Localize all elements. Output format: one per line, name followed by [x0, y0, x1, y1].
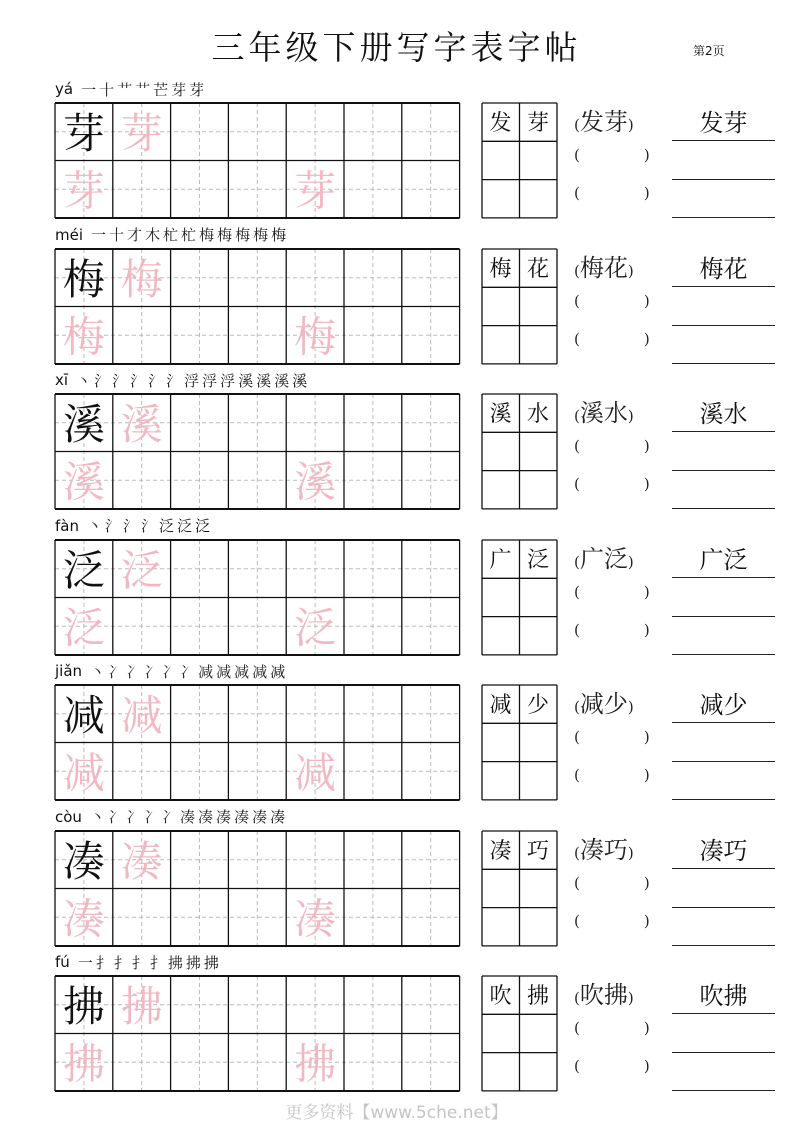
paren-blank[interactable]: ( ) [574, 329, 650, 348]
paren-word: (凑巧) [574, 835, 634, 864]
paren-blank[interactable]: ( ) [574, 766, 650, 784]
tianzige-grid [54, 539, 461, 656]
paren-blank[interactable]: ( ) [574, 873, 650, 892]
trace-char: 泛 [62, 602, 105, 652]
trace-char: 梅 [62, 311, 105, 361]
writing-line[interactable] [672, 508, 775, 509]
pinyin-label: yá [55, 80, 74, 98]
stroke-step: 冫 [125, 808, 141, 826]
practice-row [0, 515, 793, 661]
word-char: 花 [526, 256, 549, 282]
stroke-step: 溪 [292, 371, 308, 390]
stroke-step: 冫 [108, 662, 124, 681]
word-char: 减 [489, 693, 512, 718]
stroke-order-line [55, 951, 222, 973]
page-title: 三年级下册写字表字帖 [211, 28, 582, 67]
paren-blank[interactable]: ( ) [574, 1019, 650, 1037]
trace-char: 溪 [294, 457, 337, 507]
trace-char: 凑 [120, 836, 163, 886]
pinyin-label: còu [55, 807, 82, 826]
paren-blank[interactable]: ( ) [574, 475, 650, 493]
paren-word-text: 广泛 [579, 544, 628, 573]
pinyin-label: fú [55, 953, 70, 971]
trace-char: 减 [120, 690, 163, 740]
word-grid [481, 102, 559, 223]
word-grid [481, 393, 559, 514]
stroke-step: 泛 [159, 517, 175, 535]
stroke-step: 梅 [235, 226, 251, 244]
writing-line[interactable] [672, 325, 775, 326]
paren-word-text: 梅花 [579, 253, 628, 282]
stroke-step: 浮 [184, 371, 200, 390]
stroke-step: 艹 [135, 80, 151, 99]
trace-char: 凑 [294, 893, 337, 943]
stroke-order-line [55, 806, 288, 828]
stroke-order-line [55, 660, 288, 682]
model-char: 梅 [62, 254, 105, 304]
model-char: 减 [62, 690, 105, 740]
paren-word: (溪水) [574, 399, 634, 427]
paren-word: (梅花) [574, 253, 634, 282]
stroke-step: 十 [109, 226, 125, 244]
written-word: 梅花 [672, 250, 775, 287]
paren-word-text: 发芽 [579, 108, 628, 136]
stroke-step: 减 [234, 662, 250, 681]
tianzige-grid [54, 393, 461, 510]
stroke-step: 芒 [153, 80, 169, 99]
trace-char: 梅 [120, 254, 163, 304]
writing-line[interactable] [672, 616, 775, 617]
stroke-step: 氵 [105, 517, 121, 535]
stroke-step: 芽 [189, 80, 205, 99]
paren-word: (广泛) [574, 544, 634, 573]
stroke-step: 冫 [144, 662, 160, 681]
practice-row [0, 951, 793, 1097]
written-word: 发芽 [672, 104, 775, 141]
stroke-step: 浮 [202, 371, 218, 390]
stroke-step: 氵 [148, 371, 164, 390]
paren-word: (吹拂) [574, 981, 634, 1009]
word-char: 泛 [526, 547, 549, 573]
stroke-step: 丶 [76, 371, 92, 390]
stroke-step: 冫 [143, 808, 159, 826]
stroke-step: 扌 [95, 953, 111, 972]
stroke-step: 减 [198, 662, 214, 681]
stroke-step: 氵 [130, 371, 146, 390]
paren-word-text: 凑巧 [579, 835, 628, 864]
writing-line[interactable] [672, 363, 775, 364]
written-word: 吹拂 [672, 977, 775, 1014]
practice-row [0, 78, 793, 224]
writing-line[interactable] [672, 799, 775, 800]
stroke-step: 丶 [90, 662, 106, 681]
stroke-step: 凑 [180, 808, 196, 826]
paren-word: (发芽) [574, 108, 634, 136]
stroke-step: 冫 [162, 808, 178, 826]
trace-char: 芽 [120, 108, 163, 158]
stroke-step: 扌 [113, 953, 129, 972]
trace-char: 溪 [62, 457, 105, 507]
paren-blank[interactable]: ( ) [574, 728, 650, 746]
stroke-step: 拂 [167, 953, 183, 972]
stroke-order-line [55, 369, 310, 391]
written-word: 广泛 [672, 541, 775, 578]
word-char: 拂 [526, 984, 549, 1009]
paren-word: (减少) [574, 690, 634, 718]
stroke-step: 冫 [126, 662, 142, 681]
footer-watermark: 更多资料【www.5che.net】 [285, 1103, 508, 1123]
stroke-step: 减 [252, 662, 268, 681]
stroke-step: 冫 [162, 662, 178, 681]
word-grid [481, 248, 559, 369]
trace-char: 拂 [120, 981, 163, 1031]
pinyin-label: jiǎn [55, 662, 83, 680]
stroke-step: 冫 [180, 662, 196, 681]
word-grid [481, 975, 559, 1096]
writing-line[interactable] [672, 179, 775, 180]
practice-row [0, 806, 793, 952]
stroke-step: 梅 [199, 226, 215, 244]
word-char: 凑 [489, 838, 512, 864]
stroke-step: 一 [91, 226, 107, 244]
trace-char: 芽 [294, 166, 337, 216]
writing-line[interactable] [672, 907, 775, 908]
paren-blank[interactable]: ( ) [574, 911, 650, 930]
stroke-step: 十 [99, 80, 115, 99]
paren-word-text: 吹拂 [579, 981, 628, 1009]
writing-line[interactable] [672, 217, 775, 218]
model-char: 芽 [62, 108, 105, 158]
stroke-step: 杧 [163, 226, 179, 244]
stroke-step: 凑 [234, 808, 250, 826]
word-char: 吹 [489, 984, 512, 1009]
stroke-step: 氵 [94, 371, 110, 390]
paren-blank[interactable]: ( ) [574, 582, 650, 601]
stroke-step: 才 [127, 226, 143, 244]
stroke-step: 凑 [270, 808, 286, 826]
stroke-step: 扌 [131, 953, 147, 972]
practice-row [0, 369, 793, 515]
word-grid [481, 830, 559, 951]
word-grid [481, 539, 559, 660]
trace-char: 溪 [120, 399, 163, 449]
writing-line[interactable] [672, 1052, 775, 1053]
tianzige-grid [54, 248, 461, 365]
word-char: 溪 [489, 402, 512, 427]
word-grid [481, 684, 559, 805]
tianzige-grid [54, 684, 461, 801]
writing-line[interactable] [672, 1090, 775, 1091]
stroke-step: 浮 [220, 371, 236, 390]
trace-char: 梅 [294, 311, 337, 361]
stroke-step: 梅 [253, 226, 269, 244]
writing-line[interactable] [672, 945, 775, 946]
stroke-step: 木 [145, 226, 161, 244]
trace-char: 凑 [62, 893, 105, 943]
model-char: 凑 [62, 836, 105, 886]
stroke-step: 杧 [181, 226, 197, 244]
stroke-step: 一 [81, 80, 97, 99]
word-char: 水 [526, 402, 549, 427]
trace-char: 泛 [294, 602, 337, 652]
writing-line[interactable] [672, 654, 775, 655]
written-word: 溪水 [672, 395, 775, 432]
word-char: 梅 [489, 256, 512, 282]
stroke-step: 减 [270, 662, 286, 681]
model-char: 泛 [62, 545, 105, 595]
stroke-step: 一 [77, 953, 93, 972]
stroke-step: 梅 [217, 226, 233, 244]
practice-row [0, 660, 793, 806]
model-char: 溪 [62, 399, 105, 449]
paren-blank[interactable]: ( ) [574, 1057, 650, 1075]
stroke-step: 溪 [238, 371, 254, 390]
pinyin-label: xī [55, 371, 69, 389]
stroke-order-line [55, 78, 207, 100]
trace-char: 减 [294, 748, 337, 798]
stroke-step: 凑 [252, 808, 268, 826]
stroke-step: 减 [216, 662, 232, 681]
paren-blank[interactable]: ( ) [574, 184, 650, 202]
stroke-step: 泛 [195, 517, 211, 535]
paren-word-text: 减少 [579, 690, 628, 718]
writing-line[interactable] [672, 761, 775, 762]
trace-char: 减 [62, 748, 105, 798]
word-char: 发 [489, 111, 512, 136]
trace-char: 芽 [62, 166, 105, 216]
paren-word-text: 溪水 [579, 399, 628, 427]
word-char: 广 [489, 547, 512, 573]
stroke-step: 氵 [166, 371, 182, 390]
pinyin-label: fàn [55, 516, 79, 535]
stroke-step: 溪 [256, 371, 272, 390]
written-word: 凑巧 [672, 832, 775, 869]
stroke-step: 氵 [112, 371, 128, 390]
stroke-step: 凑 [198, 808, 214, 826]
stroke-step: 氵 [141, 517, 157, 535]
tianzige-grid [54, 102, 461, 219]
stroke-step: 扌 [149, 953, 165, 972]
tianzige-grid [54, 975, 461, 1092]
stroke-step: 冫 [107, 808, 123, 826]
word-char: 巧 [526, 838, 549, 864]
written-word: 减少 [672, 686, 775, 723]
page-number: 第2页 [693, 44, 725, 58]
stroke-step: 丶 [89, 808, 105, 826]
paren-blank[interactable]: ( ) [574, 437, 650, 455]
stroke-order-line [55, 224, 289, 246]
paren-blank[interactable]: ( ) [574, 146, 650, 164]
word-char: 芽 [526, 111, 549, 136]
paren-blank[interactable]: ( ) [574, 620, 650, 639]
stroke-order-line [55, 515, 213, 537]
tianzige-grid [54, 830, 461, 947]
trace-char: 泛 [120, 545, 163, 595]
stroke-step: 拂 [203, 953, 219, 972]
paren-blank[interactable]: ( ) [574, 291, 650, 310]
stroke-step: 泛 [177, 517, 193, 535]
stroke-step: 芽 [171, 80, 187, 99]
stroke-step: 凑 [216, 808, 232, 826]
pinyin-label: méi [55, 225, 84, 244]
stroke-step: 梅 [271, 226, 287, 244]
trace-char: 拂 [294, 1039, 337, 1089]
word-char: 少 [526, 693, 549, 718]
stroke-step: 溪 [274, 371, 290, 390]
stroke-step: 艹 [117, 80, 133, 99]
stroke-step: 丶 [86, 517, 102, 535]
practice-row [0, 224, 793, 370]
stroke-step: 拂 [185, 953, 201, 972]
model-char: 拂 [62, 981, 105, 1031]
trace-char: 拂 [62, 1039, 105, 1089]
writing-line[interactable] [672, 470, 775, 471]
stroke-step: 氵 [123, 517, 139, 535]
